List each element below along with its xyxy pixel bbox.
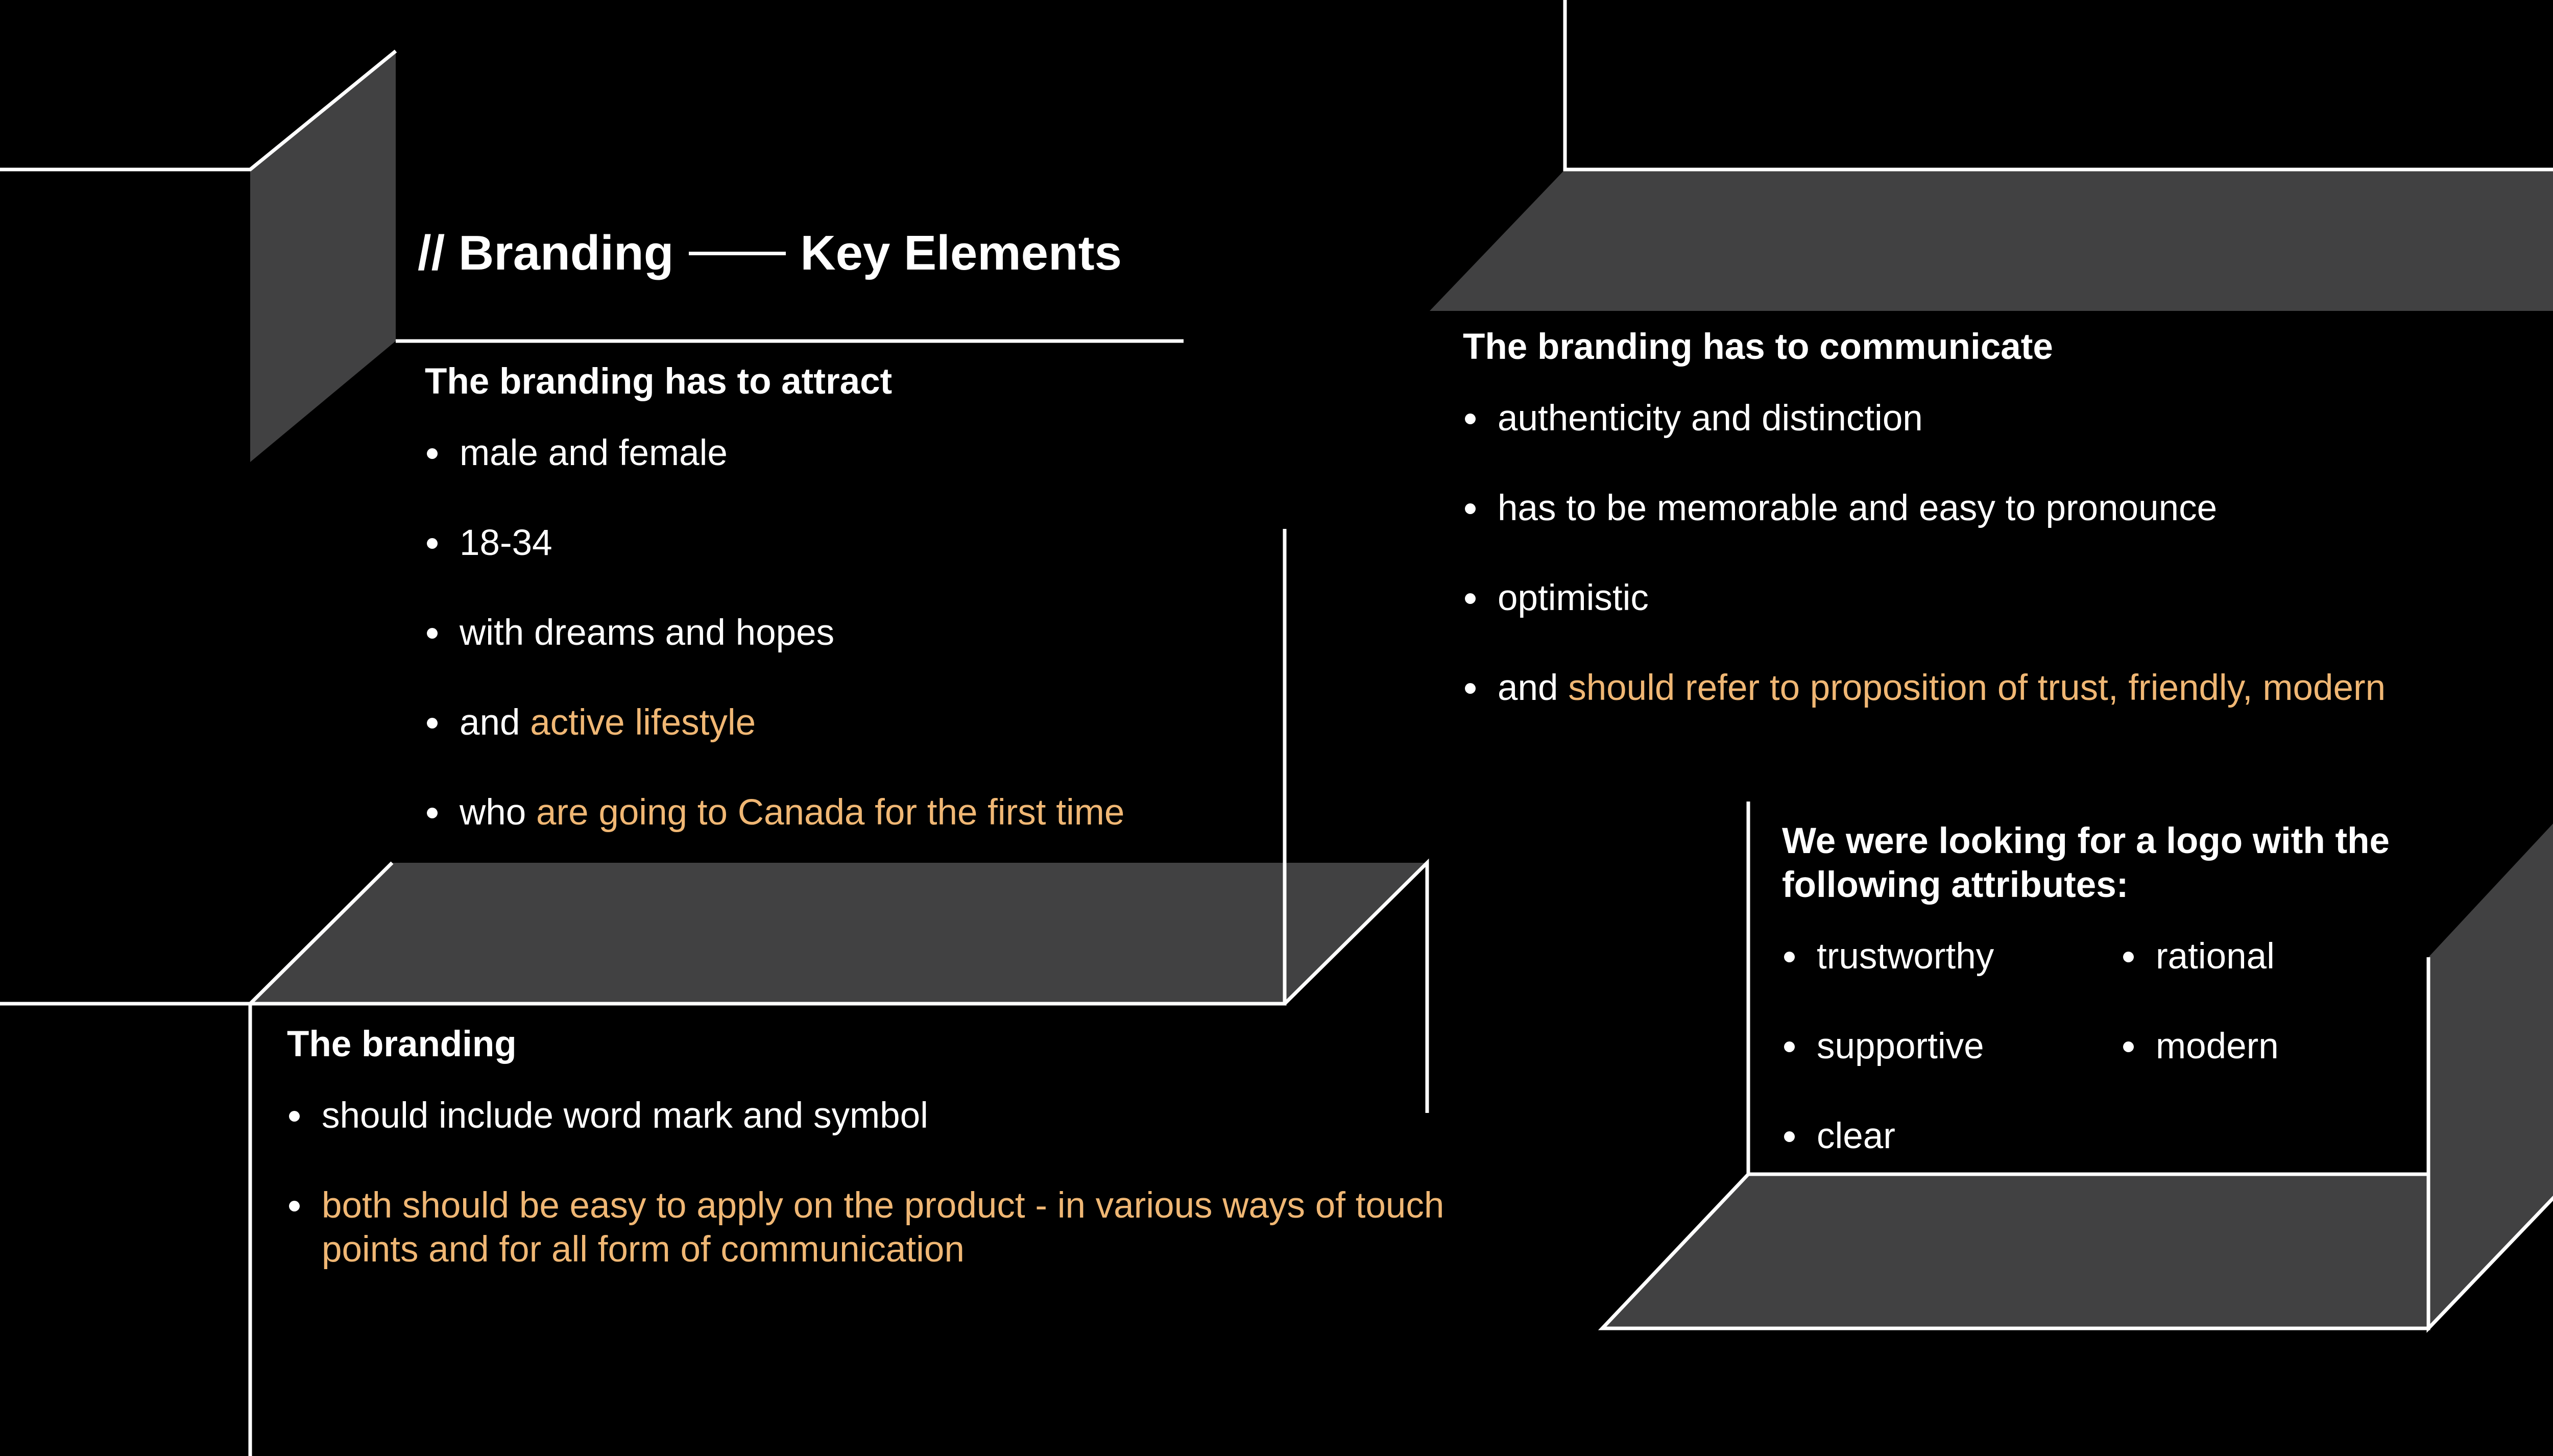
bullet-dot: [427, 448, 438, 459]
communicate-item: has to be memorable and easy to pronounce: [1463, 487, 2553, 530]
branding-item: both should be easy to apply on the product - in various ways of touch points and for all form of communication: [287, 1184, 1465, 1272]
logo-attributes-list: [1782, 935, 2476, 1158]
attract-section: [425, 360, 1395, 835]
bullet-dot: [1465, 593, 1476, 604]
title-left: // Branding: [418, 226, 674, 280]
bullet-dot: [1784, 1131, 1795, 1142]
top-left-panel: [250, 51, 396, 462]
bullet-dot: [427, 808, 438, 818]
attract-item: male and female: [425, 431, 1395, 475]
communicate-heading: The branding has to communicate: [1463, 327, 2053, 367]
top-right-panel: [1430, 169, 2553, 311]
communicate-item: authenticity and distinction: [1463, 397, 2553, 441]
bullet-dot: [1465, 683, 1476, 694]
communicate-item: optimistic: [1463, 576, 2553, 620]
bullet-dot: [1784, 1041, 1795, 1052]
logo-section: [1782, 819, 2476, 1158]
attract-item: 18-34: [425, 521, 1395, 565]
bullet-dot: [427, 628, 438, 639]
communicate-list: [1463, 397, 2553, 710]
title-right: Key Elements: [800, 226, 1122, 280]
attract-item: who are going to Canada for the first time: [425, 791, 1395, 835]
attract-list: [425, 431, 1395, 835]
logo-attribute: rational: [2121, 935, 2427, 979]
bullet-dot: [289, 1111, 300, 1122]
middle-panel: [250, 863, 1427, 1004]
branding-list: [287, 1094, 1461, 1272]
bullet-dot: [427, 718, 438, 729]
bullet-dot: [1465, 414, 1476, 424]
bullet-dot: [2123, 952, 2134, 962]
branding-heading: The branding: [287, 1024, 517, 1064]
bullet-dot: [289, 1201, 300, 1211]
logo-attribute: trustworthy: [1782, 935, 2121, 979]
logo-attribute: modern: [2121, 1025, 2427, 1069]
branding-item: should include word mark and symbol: [287, 1094, 1461, 1138]
bullet-dot: [1465, 503, 1476, 514]
attract-item: and active lifestyle: [425, 701, 1395, 745]
bullet-dot: [427, 538, 438, 549]
logo-attribute: supportive: [1782, 1025, 2121, 1069]
bullet-dot: [2123, 1041, 2134, 1052]
branding-section: [287, 1023, 1461, 1272]
attract-heading: The branding has to attract: [425, 361, 893, 402]
title-dash: [689, 252, 786, 255]
communicate-item: and should refer to proposition of trust, friendly, modern: [1463, 666, 2553, 710]
logo-attribute: clear: [1782, 1114, 2121, 1158]
attract-item: with dreams and hopes: [425, 611, 1395, 655]
page-title: [418, 226, 1122, 280]
bullet-dot: [1784, 952, 1795, 962]
logo-heading: We were looking for a logo with the following attributes:: [1782, 821, 2390, 905]
communicate-section: [1463, 325, 2553, 710]
